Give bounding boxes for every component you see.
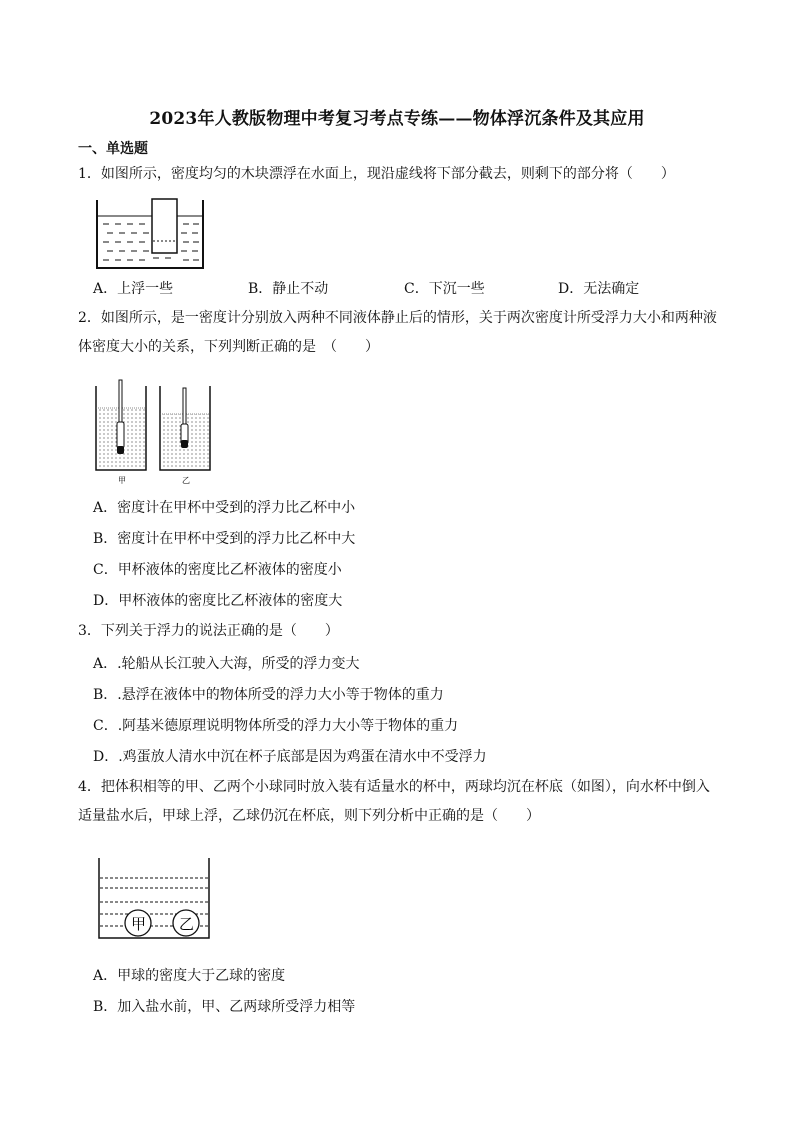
question-2-option-c[interactable]: C．甲杯液体的密度比乙杯液体的密度小	[93, 562, 342, 578]
question-3-text: 3．下列关于浮力的说法正确的是（ ）	[78, 623, 339, 639]
figure-label-yi: 乙	[182, 476, 190, 485]
question-3-option-c[interactable]: C．.阿基米德原理说明物体所受的浮力大小等于物体的重力	[93, 718, 459, 734]
question-2-text: 2．如图所示，是一密度计分别放入两种不同液体静止后的情形，关于两次密度计所受浮力大小和两种液体密度大小的关系，下列判断正确的是 （ ）	[78, 310, 717, 355]
ball-label-jia: 甲	[131, 915, 147, 933]
ball-label-yi: 乙	[179, 915, 195, 933]
page-title: 2023年人教版物理中考复习考点专练——物体浮沉条件及其应用	[149, 109, 645, 129]
question-4-figure-balls-in-cup	[96, 856, 214, 942]
question-1-option-d[interactable]: D．无法确定	[558, 281, 640, 297]
question-2-option-b[interactable]: B．密度计在甲杯中受到的浮力比乙杯中大	[93, 531, 356, 547]
question-2-option-a[interactable]: A．密度计在甲杯中受到的浮力比乙杯中小	[93, 500, 356, 516]
question-1-option-b[interactable]: B．静止不动	[248, 281, 329, 297]
question-1-text: 1．如图所示，密度均匀的木块漂浮在水面上，现沿虚线将下部分截去，则剩下的部分将（ ）	[78, 166, 675, 182]
question-4-text: 4．把体积相等的甲、乙两个小球同时放入装有适量水的杯中，两球均沉在杯底（如图），向水杯中倒入适量盐水后，甲球上浮，乙球仍沉在杯底，则下列分析中正确的是（ ）	[78, 779, 710, 824]
section-heading: 一、单选题	[78, 141, 148, 157]
question-1-option-a[interactable]: A．上浮一些	[93, 281, 174, 297]
question-4-option-a[interactable]: A．甲球的密度大于乙球的密度	[93, 968, 286, 984]
question-3-option-b[interactable]: B．.悬浮在液体中的物体所受的浮力大小等于物体的重力	[93, 687, 444, 703]
question-1-option-c[interactable]: C．下沉一些	[404, 281, 485, 297]
question-1-figure-floating-block	[95, 196, 207, 272]
question-3-option-d[interactable]: D．.鸡蛋放人清水中沉在杯子底部是因为鸡蛋在清水中不受浮力	[93, 749, 487, 765]
figure-label-jia: 甲	[118, 476, 126, 485]
question-2-figure-hydrometer	[94, 376, 218, 488]
question-3-option-a[interactable]: A．.轮船从长江驶入大海，所受的浮力变大	[93, 656, 360, 672]
question-2-option-d[interactable]: D．甲杯液体的密度比乙杯液体的密度大	[93, 593, 343, 609]
question-4-option-b[interactable]: B．加入盐水前，甲、乙两球所受浮力相等	[93, 999, 356, 1015]
